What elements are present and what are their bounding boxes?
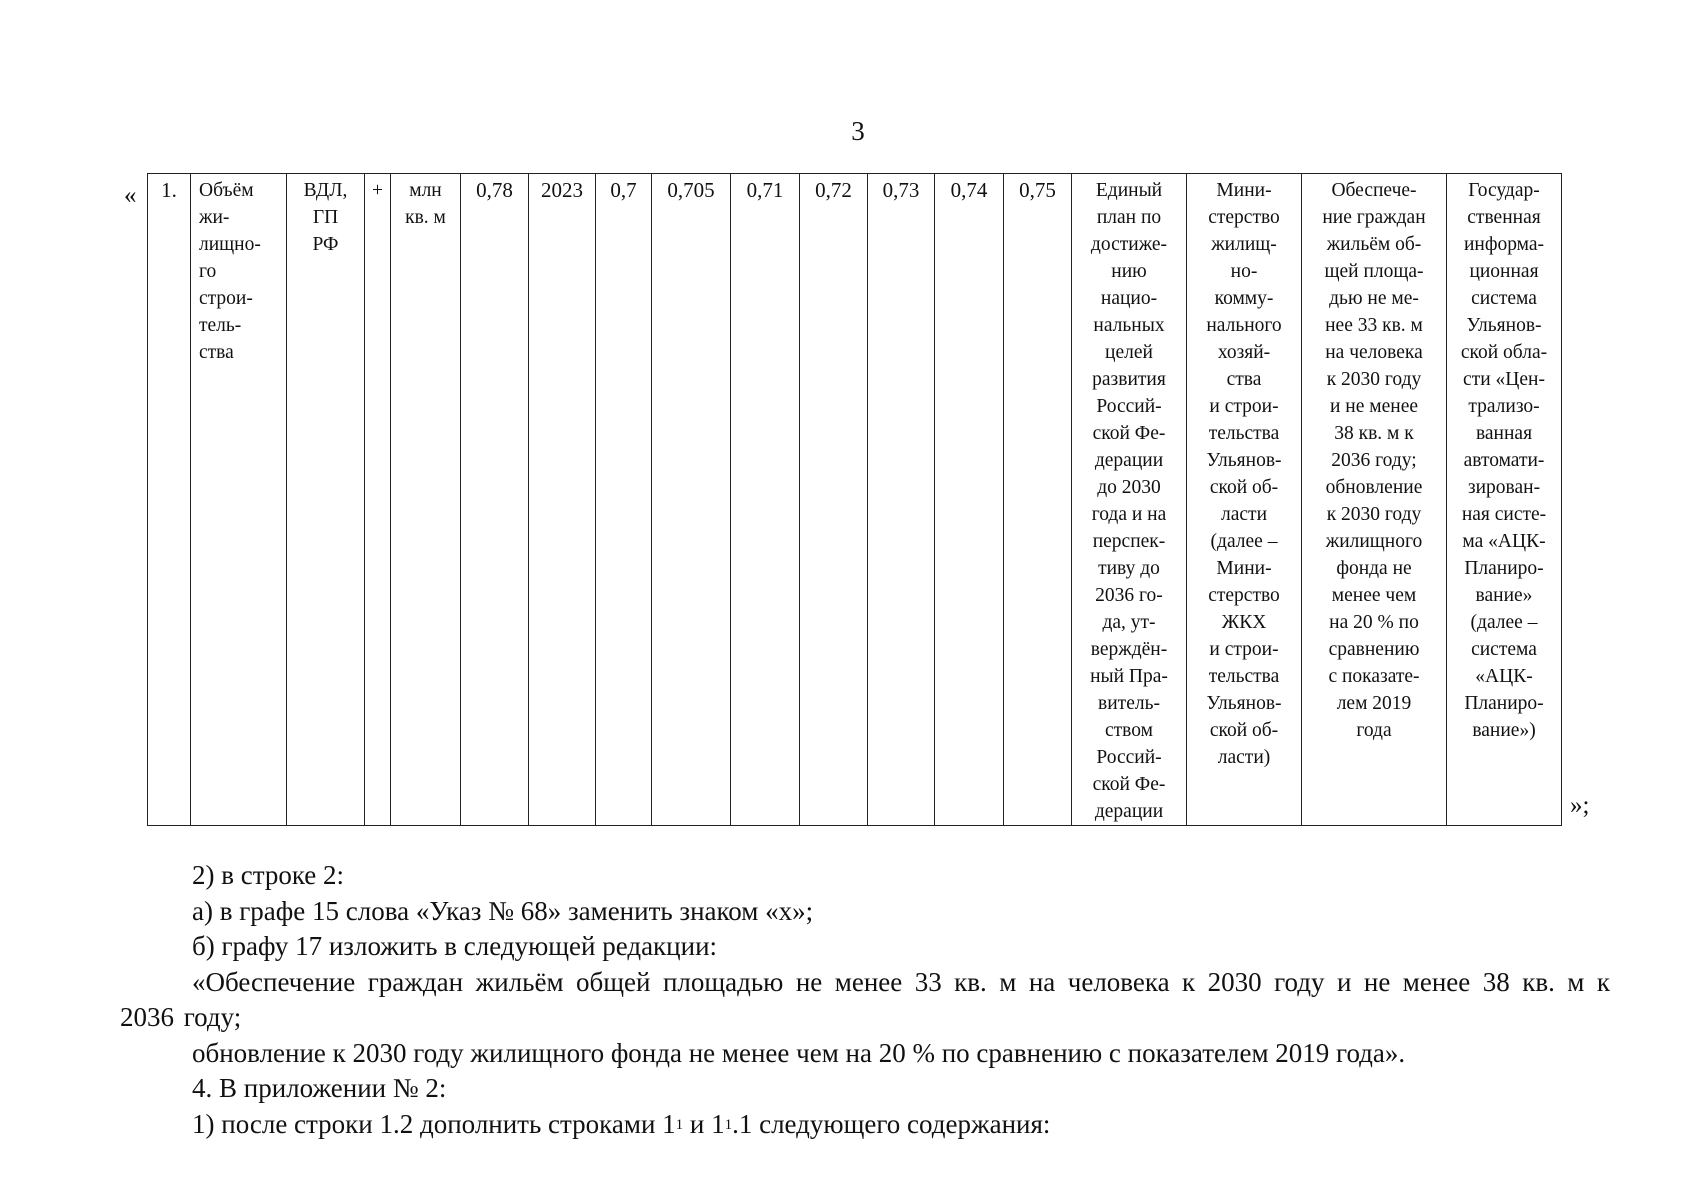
page-number: 3	[851, 116, 865, 146]
cell-row-number: 1.	[148, 174, 191, 826]
indicator-table	[147, 173, 1562, 826]
cell-trend-sign: +	[365, 174, 391, 826]
paragraph-text: 1) после строки 1.2 дополнить строками 1	[192, 1108, 676, 1139]
opening-quote: «	[124, 182, 137, 209]
cell-info-system: Государ- ственная информа- ционная система Ульянов- ской обла- сти «Цен- трализо- ванная автомати- зирован- ная систе- ма «АЦК- Планиро- вание» (далее – система «АЦК- Планиро- вание»)	[1447, 174, 1562, 826]
cell-goal-link: Обеспече- ние граждан жильём об- щей площа- дью не ме- нее 33 кв. м на человека к 2030 году и не менее 38 кв. м к 2036 году; обновление к 2030 году жилищного фонда не менее чем на 20 % по сравнению с показате- лем 2019 года	[1302, 174, 1447, 826]
paragraph: 4. В приложении № 2:	[192, 1073, 447, 1103]
cell-base-value: 0,78	[461, 174, 529, 826]
cell-unit: млн кв. м	[391, 174, 461, 826]
cell-indicator-type: ВДЛ, ГП РФ	[287, 174, 365, 826]
cell-value: 0,75	[1004, 174, 1072, 826]
superscript: 1	[675, 1116, 684, 1133]
paragraph-text: и 1	[683, 1108, 725, 1139]
paragraph: б) графу 17 изложить в следующей редакции:	[192, 931, 718, 961]
paragraph-text: .1 следующего содержания:	[732, 1108, 1051, 1139]
closing-quote: »;	[1570, 792, 1590, 819]
paragraph: 2) в строке 2:	[192, 860, 345, 890]
cell-base-year: 2023	[529, 174, 596, 826]
superscript: 1	[724, 1116, 733, 1133]
paragraph: а) в графе 15 слова «Указ № 68» заменить знаком «х»;	[192, 895, 814, 926]
cell-indicator-name: Объём жи- лищно- го строи- тель- ства	[191, 174, 287, 826]
paragraph	[120, 1107, 1610, 1143]
cell-value: 0,72	[800, 174, 868, 826]
cell-value: 0,71	[731, 174, 800, 826]
cell-value: 0,7	[596, 174, 652, 826]
paragraph: «Обеспечение граждан жильём общей площадью не менее 33 кв. м на человека к 2030 году и не менее 38 кв. м к 2036 году;	[120, 966, 1610, 1032]
cell-document: Единый план по достиже- нию нацио- нальных целей развития Россий- ской Фе- дерации до 2030 года и на перспек- тиву до 2036 го- да, ут- верждён- ный Пра- витель- ством Россий- ской Фе- дерации	[1072, 174, 1187, 826]
amendment-text	[120, 858, 1610, 1142]
table-row	[148, 174, 1562, 826]
cell-value: 0,74	[935, 174, 1004, 826]
cell-value: 0,73	[868, 174, 935, 826]
paragraph: обновление к 2030 году жилищного фонда не менее чем на 20 % по сравнению с показателем 2019 года».	[192, 1037, 1406, 1068]
cell-value: 0,705	[652, 174, 731, 826]
cell-responsible: Мини- стерство жилищ- но- комму- нального хозяй- ства и строи- тельства Ульянов- ской об- ласти (далее – Мини- стерство ЖКХ и строи- тельства Ульянов- ской об- ласти)	[1187, 174, 1302, 826]
